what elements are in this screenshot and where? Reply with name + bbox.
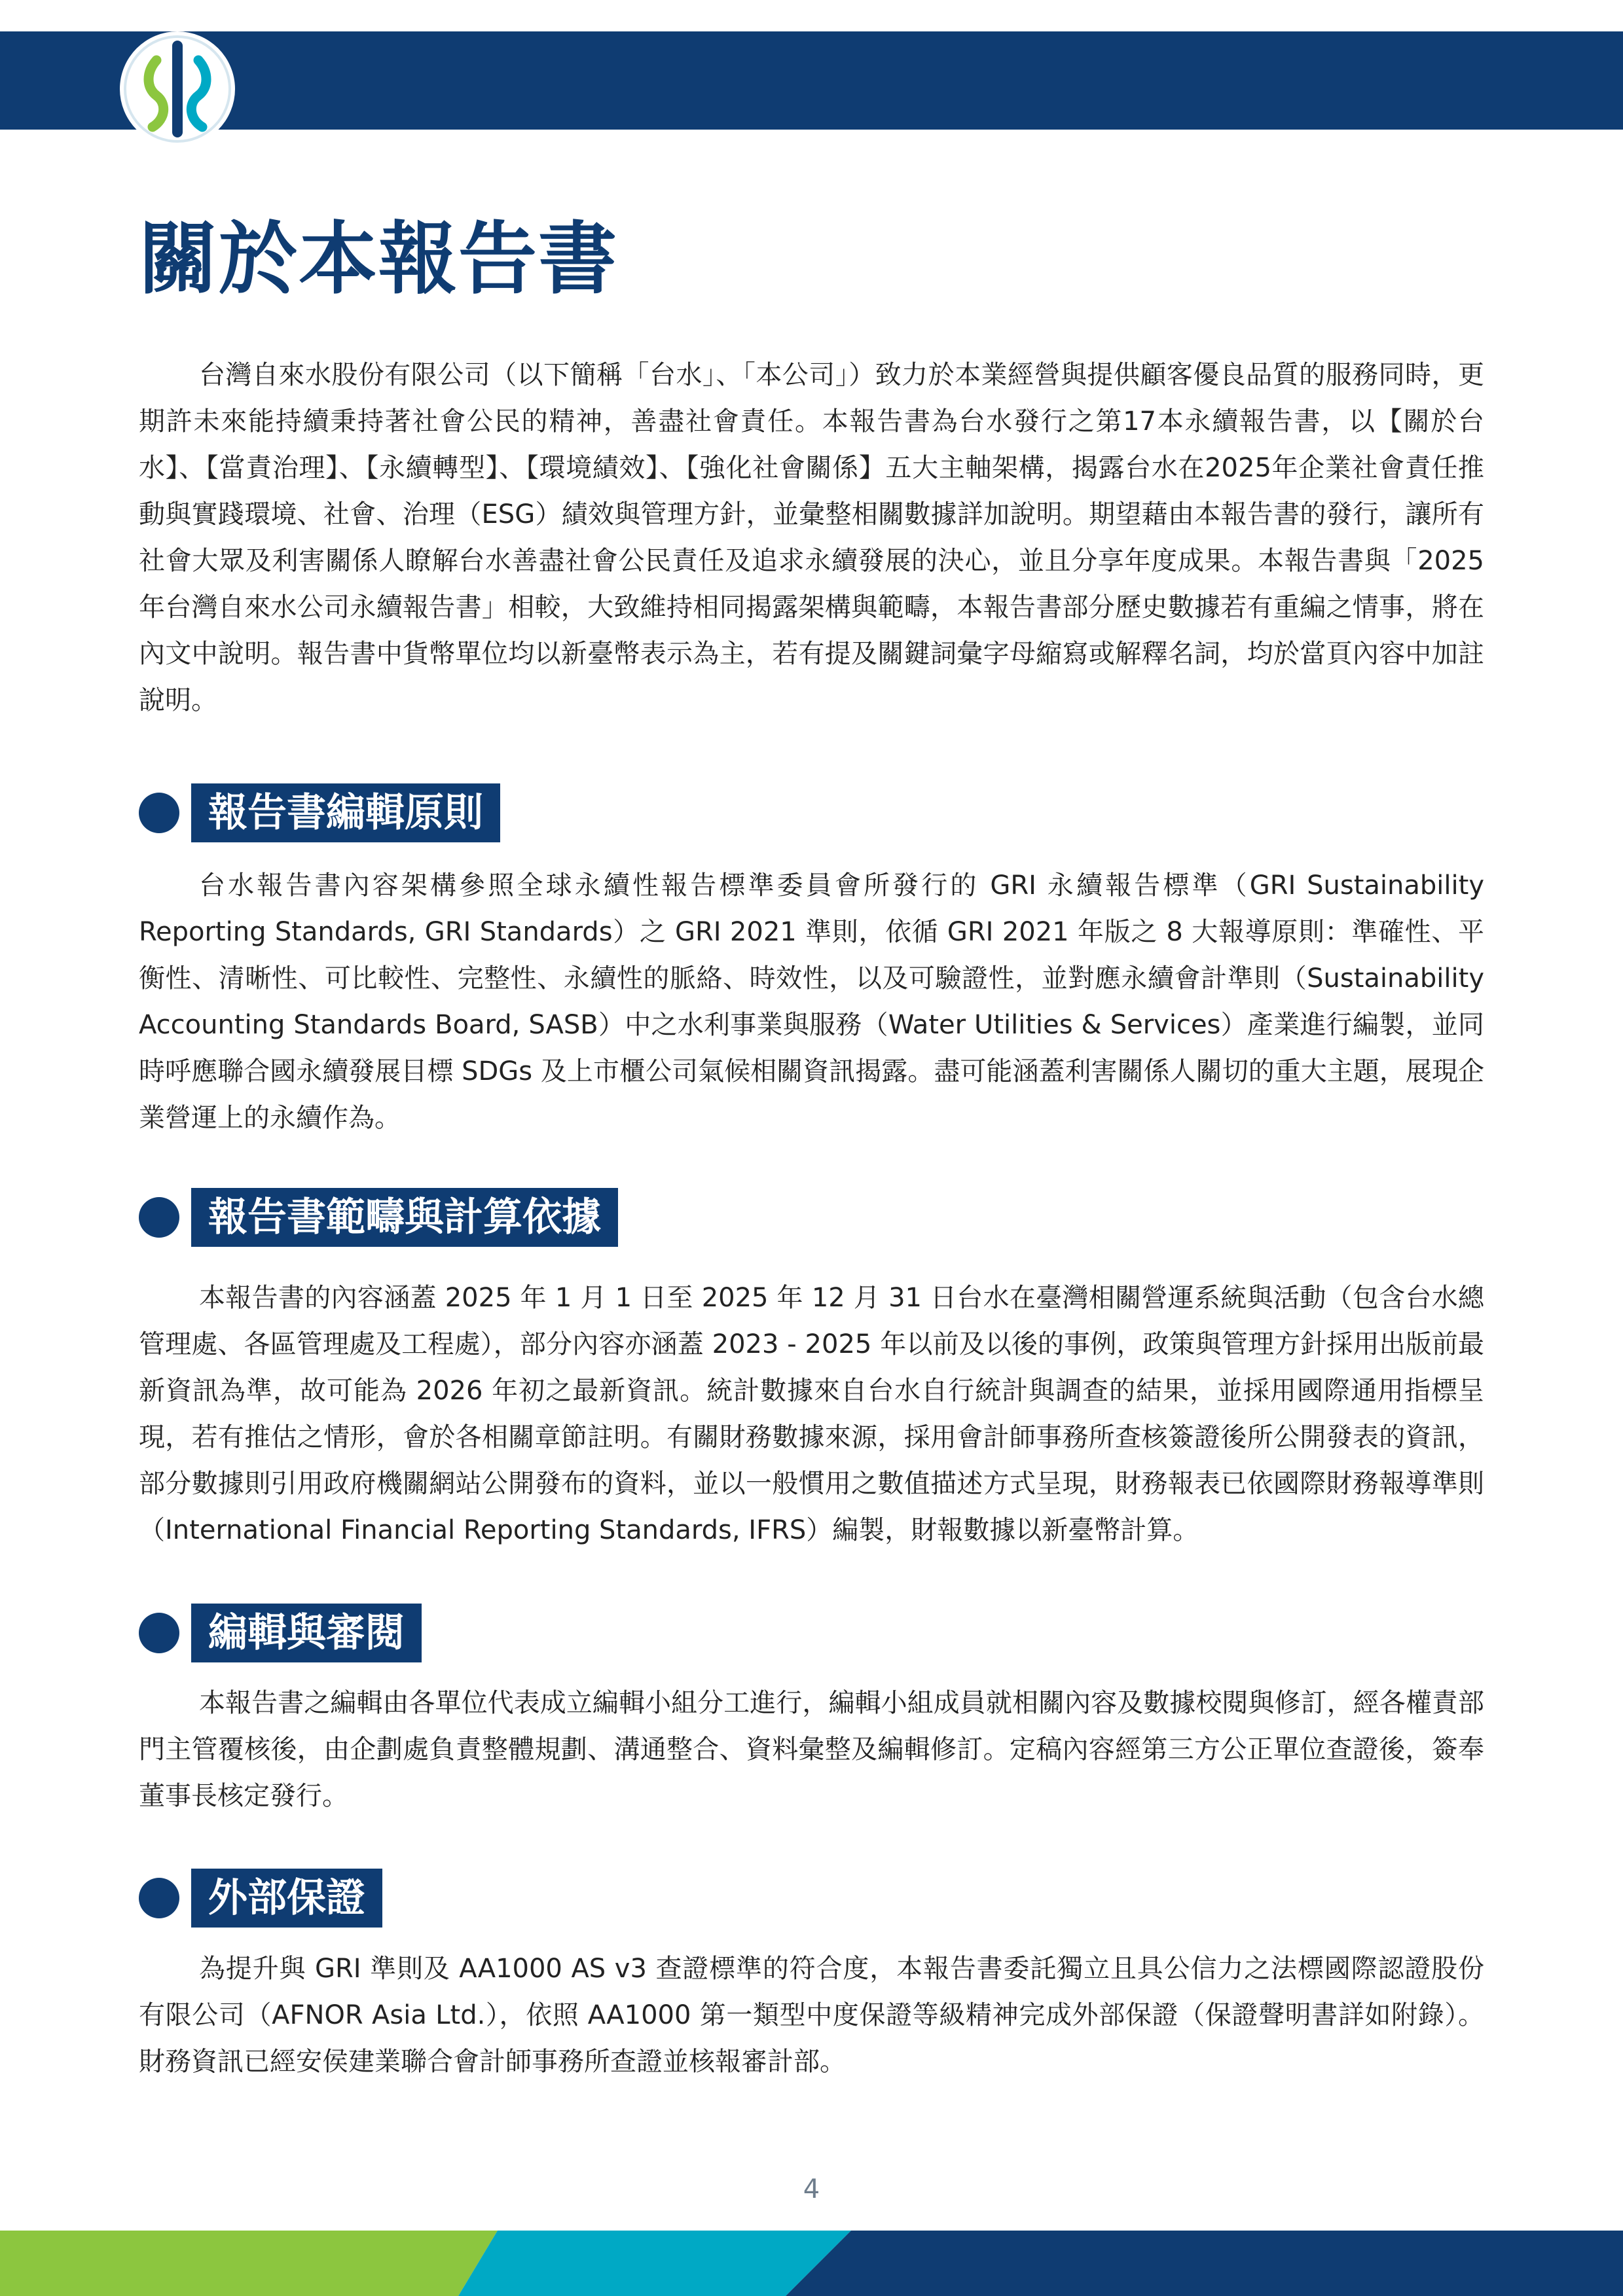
bullet-dot-icon [139, 1197, 179, 1238]
page-number: 4 [803, 2174, 820, 2204]
section-body-external-assurance: 為提升與 GRI 準則及 AA1000 AS v3 查證標準的符合度，本報告書委託獨立且具公信力之法標國際認證股份有限公司（AFNOR Asia Ltd.），依照 AA1000 第一類型中度保證等級精神完成外部保證（保證聲明書詳如附錄）。財務資訊已經安侯建業聯合會計師事務所查證並核報審計部。 [139, 1954, 1484, 2077]
intro-paragraph: 台灣自來水股份有限公司（以下簡稱「台水」、「本公司」）致力於本業經營與提供顧客優良品質的服務同時，更期許未來能持續秉持著社會公民的精神，善盡社會責任。本報告書為台水發行之第17本永續報告書，以【關於台水】、【當責治理】、【永續轉型】、【環境績效】、【強化社會關係】五大主軸架構，揭露台水在2025年企業社會責任推動與實踐環境、社會、治理（ESG）績效與管理方針，並彙整相關數據詳加說明。期望藉由本報告書的發行，讓所有社會大眾及利害關係人瞭解台水善盡社會公民責任及追求永續發展的決心，並且分享年度成果。本報告書與「2025年台灣自來水公司永續報告書」相較，大致維持相同揭露架構與範疇，本報告書部分歷史數據若有重編之情事，將在內文中說明。報告書中貨幣單位均以新臺幣表示為主，若有提及關鍵詞彙字母縮寫或解釋名詞，均於當頁內容中加註說明。 [139, 360, 1484, 715]
bullet-dot-icon [139, 793, 179, 833]
section-body-scope: 本報告書的內容涵蓋 2025 年 1 月 1 日至 2025 年 12 月 31 日台水在臺灣相關營運系統與活動（包含台水總管理處、各區管理處及工程處），部分內容亦涵蓋 2023 - 2025 年以前及以後的事例，政策與管理方針採用出版前最新資訊為準，故可能為 2026 年初之最新資訊。統計數據來自台水自行統計與調查的結果，並採用國際通用指標呈現，若有推估之情形，會於各相關章節註明。有關財務數據來源，採用會計師事務所查核簽證後所公開發表的資訊，部分數據則引用政府機關網站公開發布的資料，並以一般慣用之數值描述方式呈現，財務報表已依國際財務報導準則（International Financial Reporting Standards, IFRS）編製，財報數據以新臺幣計算。 [139, 1283, 1484, 1545]
section-heading-external-assurance [139, 1869, 382, 1928]
section-body-editing-principles: 台水報告書內容架構參照全球永續性報告標準委員會所發行的 GRI 永續報告標準（GRI Sustainability Reporting Standards, GRI Standards）之 GRI 2021 準則，依循 GRI 2021 年版之 8 大報導原則：準確性、平衡性、清晰性、可比較性、完整性、永續性的脈絡、時效性，以及可驗證性，並對應永續會計準則（Sustainability Accounting Standards Board, SASB）中之水利事業與服務（Water Utilities & Services）產業進行編製，並同時呼應聯合國永續發展目標 SDGs 及上市櫃公司氣候相關資訊揭露。盡可能涵蓋利害關係人關切的重大主題，展現企業營運上的永續作為。 [139, 870, 1484, 1133]
section-heading-label: 報告書範疇與計算依據 [191, 1188, 618, 1247]
section-heading-scope [139, 1188, 618, 1247]
footer-band [0, 2231, 1623, 2296]
section-heading-label: 報告書編輯原則 [191, 783, 500, 842]
section-heading-label: 外部保證 [191, 1869, 382, 1928]
company-logo-icon [120, 31, 235, 147]
section-heading-editing-review [139, 1604, 422, 1662]
bullet-dot-icon [139, 1613, 179, 1653]
page-title: 關於本報告書 [139, 214, 618, 305]
section-heading-editing-principles [139, 783, 500, 842]
section-heading-label: 編輯與審閱 [191, 1604, 422, 1662]
header-band [0, 31, 1623, 130]
bullet-dot-icon [139, 1878, 179, 1918]
section-body-editing-review: 本報告書之編輯由各單位代表成立編輯小組分工進行，編輯小組成員就相關內容及數據校閱與修訂，經各權責部門主管覆核後，由企劃處負責整體規劃、溝通整合、資料彙整及編輯修訂。定稿內容經第三方公正單位查證後，簽奉董事長核定發行。 [139, 1688, 1484, 1811]
